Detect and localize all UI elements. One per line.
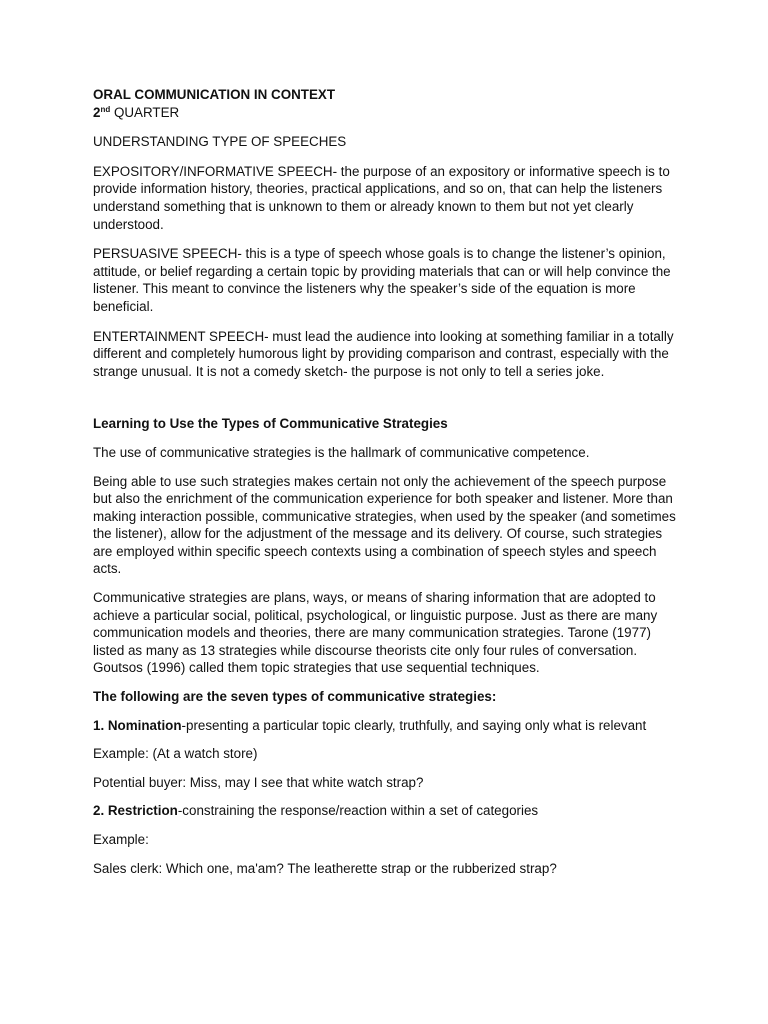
expository-paragraph: EXPOSITORY/INFORMATIVE SPEECH- the purpose of an expository or informative speech is to provide information history, theories, practical applications, and so on, that can help the listeners understand something that is unknown to them or already known to them but not yet clearly understood. [93, 163, 670, 232]
quarter-text: QUARTER [110, 104, 180, 120]
strategy-description: -presenting a particular topic clearly, truthfully, and saying only what is relevant [181, 717, 647, 733]
nomination-example-line: Potential buyer: Miss, may I see that white watch strap? [93, 774, 424, 790]
quarter-suffix: nd [100, 104, 111, 114]
strategy-item-restriction [93, 802, 683, 820]
strategies-intro-paragraph: The use of communicative strategies is the hallmark of communicative competence. [93, 444, 590, 460]
strategy-name: 1. Nomination [93, 717, 182, 733]
strategy-name: 2. Restriction [93, 803, 178, 819]
strategies-list-heading: The following are the seven types of communicative strategies: [93, 689, 497, 705]
strategies-definition-paragraph: Communicative strategies are plans, ways, or means of sharing information that are adopted to achieve a particular social, political, psychological, or linguistic purpose. Just as there are many communication models and theories, there are many communication strategies. Tarone (1977) listed as many as 13 strategies while discourse theorists cite only four rules of conversation. Goutsos (1996) called them topic strategies that use sequential techniques. [93, 590, 658, 676]
strategy-description: -constraining the response/reaction within a set of categories [177, 803, 539, 819]
document-page [93, 86, 683, 877]
restriction-example-label: Example: [93, 832, 149, 847]
persuasive-paragraph: PERSUASIVE SPEECH- this is a type of speech whose goals is to change the listener’s opinion, attitude, or belief regarding a certain topic by providing materials that can or will help convince the listener. This meant to convince the listeners why the speaker’s side of the equation is more beneficial. [93, 246, 671, 314]
strategy-item-nomination [93, 717, 683, 735]
document-title: ORAL COMMUNICATION IN CONTEXT [93, 87, 336, 102]
speech-types-heading: UNDERSTANDING TYPE OF SPEECHES [93, 134, 347, 150]
quarter-label [93, 104, 683, 122]
strategies-usage-paragraph: Being able to use such strategies makes certain not only the achievement of the speech purpose but also the enrichment of the communication experience for both speaker and listener. More than making interaction possible, communicative strategies, when used by the speaker (and sometimes the listener), allow for the adjustment of the message and its delivery. Of course, such strategies are employed within specific speech contexts using a combination of speech styles and speech acts. [93, 473, 676, 577]
nomination-example-label: Example: (At a watch store) [93, 746, 258, 762]
entertainment-paragraph: ENTERTAINMENT SPEECH- must lead the audience into looking at something familiar in a totally different and completely humorous light by providing comparison and contrast, especially with the strange unusual. It is not a comedy sketch- the purpose is not only to tell a series joke. [93, 328, 674, 379]
quarter-number: 2 [93, 104, 101, 120]
strategies-heading: Learning to Use the Types of Communicative Strategies [93, 416, 448, 432]
restriction-example-line: Sales clerk: Which one, ma'am? The leatherette strap or the rubberized strap? [93, 860, 557, 876]
